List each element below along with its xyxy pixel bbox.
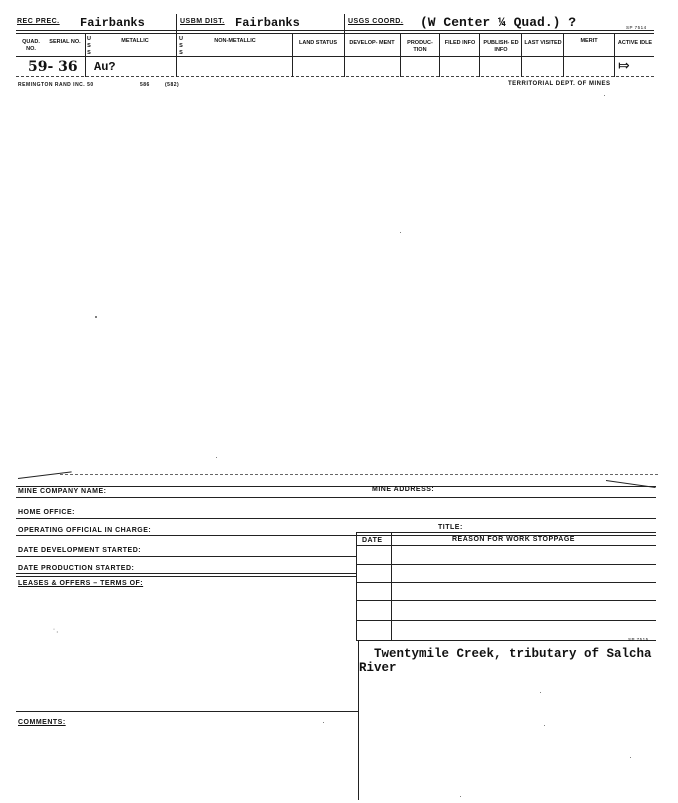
col-quad-no: QUAD. NO. <box>22 39 40 52</box>
printer-imprint: REMINGTON RAND INC. 50 <box>18 82 94 88</box>
speck <box>544 725 545 726</box>
col-filed-info: FILED INFO <box>444 40 476 46</box>
active-idle-mark: ⤇ <box>618 58 630 74</box>
col-uss-2: U S S <box>179 36 183 56</box>
col-metallic: METALLIC <box>121 38 149 44</box>
usbm-dist-label: USBM DIST. <box>180 18 225 25</box>
entry-metallic: Au? <box>94 60 116 74</box>
speck <box>400 232 401 233</box>
col-published-info: PUBLISH- ED INFO <box>483 40 519 53</box>
col-uss-1: U S S <box>87 36 91 56</box>
speck <box>460 796 461 797</box>
col-last-visited: LAST VISITED <box>524 40 562 46</box>
fold-line <box>18 471 72 479</box>
form-code: SP 7514 <box>626 25 647 30</box>
usgs-coord-label: USGS COORD. <box>348 18 404 25</box>
col-non-metallic: NON-METALLIC <box>214 38 256 44</box>
note-line-1: Twentymile Creek, tributary of Salcha <box>374 647 652 661</box>
col-merit: MERIT <box>580 38 598 44</box>
speck <box>630 757 631 758</box>
date-development-label: DATE DEVELOPMENT STARTED: <box>18 547 142 554</box>
printer-code-2: (582) <box>165 82 180 88</box>
mine-address-label: MINE ADDRESS: <box>372 486 435 493</box>
date-production-label: DATE PRODUCTION STARTED: <box>18 565 135 572</box>
col-development: DEVELOP- MENT <box>349 40 395 46</box>
col-active-idle: ACTIVE IDLE <box>617 40 653 46</box>
leases-label: LEASES & OFFERS – TERMS OF: <box>18 580 144 587</box>
entry-quad-serial: 59- 36 <box>28 59 78 75</box>
col-production: PRODUC- TION <box>407 40 433 53</box>
ink-mark: ˙· <box>52 628 59 637</box>
usbm-dist-value: Fairbanks <box>235 16 300 30</box>
speck <box>604 95 605 96</box>
speck <box>216 457 217 458</box>
title-label: TITLE: <box>438 524 463 531</box>
reason-column-header: REASON FOR WORK STOPPAGE <box>452 536 575 543</box>
home-office-label: HOME OFFICE: <box>18 509 75 516</box>
col-serial-no: SERIAL NO. <box>49 39 81 45</box>
col-land-status: LAND STATUS <box>299 40 337 46</box>
form-code-lower: SP 7515 <box>628 637 649 642</box>
speck <box>95 316 97 318</box>
speck <box>540 692 541 693</box>
mine-company-name-label: MINE COMPANY NAME: <box>18 488 107 495</box>
printer-code-1: 586 <box>140 82 150 88</box>
note-line-2: River <box>359 661 397 675</box>
date-column-header: DATE <box>362 537 383 544</box>
rec-prec-label: REC PREC. <box>17 18 60 25</box>
speck <box>323 722 324 723</box>
operating-official-label: OPERATING OFFICIAL IN CHARGE: <box>18 527 152 534</box>
agency-name: TERRITORIAL DEPT. OF MINES <box>508 81 611 87</box>
usgs-coord-value: (W Center ¼ Quad.) ? <box>420 15 577 30</box>
rec-prec-value: Fairbanks <box>80 16 145 30</box>
comments-label: COMMENTS: <box>18 719 66 726</box>
